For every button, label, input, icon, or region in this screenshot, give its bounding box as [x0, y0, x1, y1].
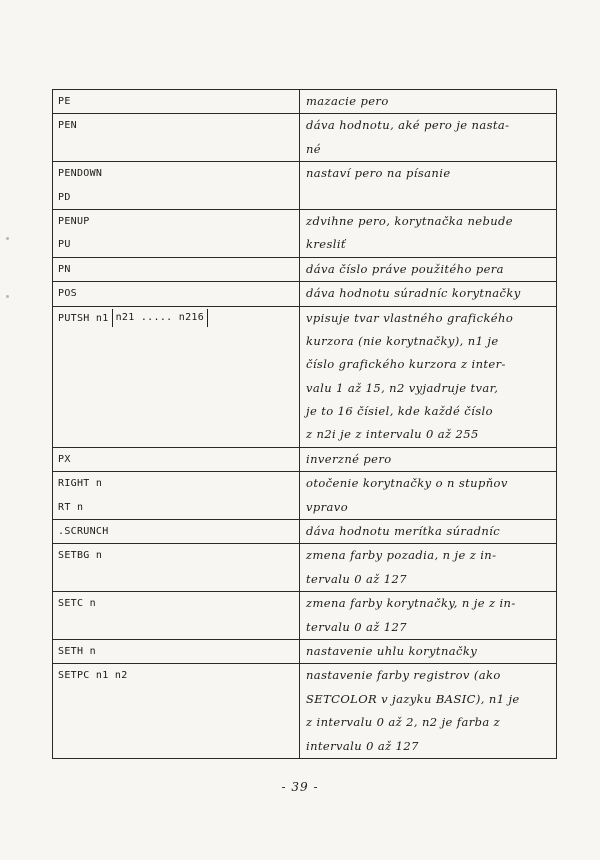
description-line: vpravo — [306, 499, 349, 514]
description-cell — [300, 209, 557, 257]
command-cell — [53, 306, 300, 447]
command-text — [53, 282, 299, 305]
description-line: z n2i je z intervalu 0 až 255 — [306, 427, 479, 442]
command-text — [53, 568, 299, 591]
command-name: SETBG n — [58, 550, 103, 562]
description-cell — [300, 447, 557, 471]
description-cell — [300, 306, 557, 447]
command-table-container — [52, 89, 555, 759]
command-cell — [53, 447, 300, 471]
description-line: tervalu 0 až 127 — [306, 571, 407, 586]
description-line: tervalu 0 až 127 — [306, 619, 407, 634]
table-row — [53, 639, 557, 663]
command-text — [53, 377, 299, 400]
command-text — [53, 353, 299, 376]
description-line — [300, 186, 556, 209]
description-cell — [300, 520, 557, 544]
description-line: intervalu 0 až 127 — [306, 738, 419, 753]
command-cell — [53, 592, 300, 640]
description-line: dáva hodnotu súradníc korytnačky — [306, 286, 521, 301]
description-line: nastavenie uhlu korytnačky — [306, 643, 478, 658]
description-line: zdvihne pero, korytnačka nebude — [306, 213, 514, 228]
description-line: otočenie korytnačky o n stupňov — [306, 476, 508, 491]
command-text — [53, 162, 299, 185]
command-name: POS — [58, 288, 77, 300]
command-text — [53, 735, 299, 758]
table-row — [53, 592, 557, 640]
command-table — [52, 89, 557, 759]
description-line: dáva číslo práve použitého pera — [306, 261, 504, 276]
command-name: SETH n — [58, 645, 96, 657]
command-name: RT n — [58, 501, 84, 513]
description-cell — [300, 162, 557, 210]
command-text — [53, 307, 299, 330]
description-line: číslo grafického kurzora z inter- — [306, 357, 506, 372]
command-name: PN — [58, 263, 71, 275]
description-cell — [300, 639, 557, 663]
command-text — [53, 210, 299, 233]
description-cell — [300, 257, 557, 281]
command-table-body — [53, 90, 557, 759]
description-cell — [300, 282, 557, 306]
command-name: PENDOWN — [58, 168, 103, 180]
command-text — [53, 664, 299, 687]
description-line: kurzora (nie korytnačky), n1 je — [306, 333, 499, 348]
table-row — [53, 472, 557, 520]
command-text — [53, 233, 299, 256]
command-name: PE — [58, 96, 71, 107]
margin-mark — [6, 295, 9, 298]
command-text — [53, 544, 299, 567]
parameter-bracket: n21 ..... n216 — [112, 309, 209, 327]
command-text — [53, 423, 299, 446]
command-name: PU — [58, 239, 71, 251]
command-text — [53, 616, 299, 639]
page-number: - 39 - — [281, 780, 319, 794]
description-line: je to 16 čísiel, kde každé číslo — [306, 404, 493, 419]
command-name: PEN — [58, 120, 77, 132]
table-row — [53, 257, 557, 281]
command-text — [53, 688, 299, 711]
command-cell — [53, 544, 300, 592]
description-cell — [300, 592, 557, 640]
command-cell — [53, 114, 300, 162]
description-line: vpisuje tvar vlastného grafického — [306, 310, 514, 325]
description-line: valu 1 až 15, n2 vyjadruje tvar, — [306, 380, 499, 395]
description-cell — [300, 544, 557, 592]
command-text — [53, 114, 299, 137]
command-name: SETPC n1 n2 — [58, 670, 128, 682]
table-row — [53, 544, 557, 592]
table-row — [53, 282, 557, 306]
table-row — [53, 664, 557, 759]
command-text — [53, 400, 299, 423]
command-cell — [53, 639, 300, 663]
command-text — [53, 592, 299, 615]
command-cell — [53, 90, 300, 114]
command-name: PENUP — [58, 215, 90, 227]
description-line: dáva hodnotu, aké pero je nasta- — [306, 118, 510, 133]
description-cell — [300, 472, 557, 520]
description-line: dáva hodnotu merítka súradníc — [306, 524, 501, 539]
command-cell — [53, 257, 300, 281]
command-cell — [53, 162, 300, 210]
description-line: né — [306, 141, 322, 156]
table-row — [53, 114, 557, 162]
command-name: PD — [58, 191, 71, 203]
command-text — [53, 520, 299, 543]
command-name: PUTSH n1 — [58, 312, 109, 324]
command-cell — [53, 472, 300, 520]
command-text — [53, 138, 299, 161]
command-text — [53, 640, 299, 663]
command-name: RIGHT n — [58, 478, 103, 490]
table-row — [53, 90, 557, 114]
description-line: mazacie pero — [306, 94, 389, 108]
description-line: SETCOLOR v jazyku BASIC), n1 je — [306, 691, 520, 706]
command-text — [53, 330, 299, 353]
description-line: inverzné pero — [306, 451, 392, 466]
command-text — [53, 186, 299, 209]
description-cell — [300, 114, 557, 162]
command-text — [53, 496, 299, 519]
command-text — [53, 258, 299, 281]
command-cell — [53, 209, 300, 257]
table-row — [53, 520, 557, 544]
command-text — [53, 448, 299, 471]
command-text — [53, 711, 299, 734]
table-row — [53, 209, 557, 257]
command-name: SETC n — [58, 598, 96, 610]
description-line: nastavenie farby registrov (ako — [306, 668, 501, 683]
command-name: PX — [58, 453, 71, 465]
description-cell — [300, 664, 557, 759]
description-line: z intervalu 0 až 2, n2 je farba z — [306, 715, 501, 730]
command-cell — [53, 664, 300, 759]
table-row — [53, 447, 557, 471]
description-cell — [300, 90, 557, 114]
command-name: .SCRUNCH — [58, 526, 109, 538]
description-line: zmena farby korytnačky, n je z in- — [306, 596, 516, 611]
table-row — [53, 306, 557, 447]
description-line: kresliť — [306, 237, 346, 252]
description-line: zmena farby pozadia, n je z in- — [306, 548, 497, 563]
command-text — [53, 90, 299, 113]
description-line: nastaví pero na písanie — [306, 166, 451, 181]
margin-mark — [6, 237, 9, 240]
command-cell — [53, 520, 300, 544]
table-row — [53, 162, 557, 210]
command-cell — [53, 282, 300, 306]
command-text — [53, 472, 299, 495]
